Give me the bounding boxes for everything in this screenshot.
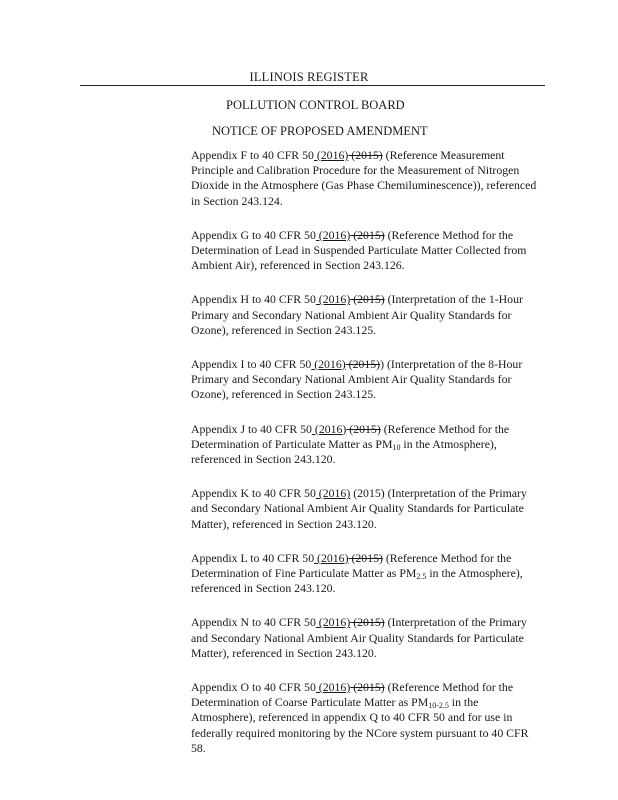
appendix-list xyxy=(191,148,541,775)
inserted-year: (2016) xyxy=(315,292,351,307)
appendix-entry-h: Appendix H to 40 CFR 50 (2016) (2015) (Interpretation of the 1-Hour Primary and Secondary National Ambient Air Quality Standards for Ozone), referenced in Section 243.125. xyxy=(191,292,523,337)
register-title: ILLINOIS REGISTER xyxy=(249,70,369,84)
inserted-year: (2016) xyxy=(311,357,346,372)
inserted-year: (2016) xyxy=(315,227,351,242)
inserted-year: (2016) xyxy=(315,680,351,695)
deleted-year: (2015) xyxy=(350,227,385,242)
inserted-year: (2016) xyxy=(314,550,349,565)
appendix-entry-n: Appendix N to 40 CFR 50 (2016) (2015) (Interpretation of the Primary and Secondary National Ambient Air Quality Standards for Particulate Matter), referenced in Section 243.120. xyxy=(191,615,527,660)
appendix-entry-g: Appendix G to 40 CFR 50 (2016) (2015) (Reference Method for the Determination of Lead in Suspended Particulate Matter Collected from Ambient Air), referenced in Section 243.126. xyxy=(191,227,527,273)
board-name: POLLUTION CONTROL BOARD xyxy=(226,98,405,112)
inserted-year: (2016) xyxy=(313,148,349,162)
deleted-year: (2015) xyxy=(346,421,381,436)
inserted-year: (2016) xyxy=(315,486,351,501)
appendix-entry-f: Appendix F to 40 CFR 50 (2016) (2015) (Reference Measurement Principle and Calibration Procedure for the Measurement of Nitrogen Dioxide in the Atmosphere (Gas Phase Chemiluminescence)), referenced in Section 243.124. xyxy=(191,148,537,208)
deleted-year: (2015) xyxy=(345,357,381,372)
appendix-entry-i: Appendix I to 40 CFR 50 (2016) (2015)) (Interpretation of the 8-Hour Primary and Secondary National Ambient Air Quality Standards for Ozone), referenced in Section 243.125. xyxy=(191,357,523,402)
inserted-year: (2016) xyxy=(315,615,351,630)
appendix-entry-l: Appendix L to 40 CFR 50 (2016) (2015) (Reference Method for the Determination of Fine Particulate Matter as $PM_{2.5}$ in the Atmosphere), referenced in Section 243.120. xyxy=(191,550,523,596)
appendix-entry-o: Appendix O to 40 CFR 50 (2016) (2015) (Reference Method for the Determination of Coarse Particulate Matter as $PM_{10-2.5}$ in the Atmosphere), referenced in appendix Q to 40 CFR 50 and for use in federally required monitoring by the NCore system pursuant to 40 CFR 58. xyxy=(191,680,529,755)
deleted-year: (2015) xyxy=(348,550,383,565)
header-rule xyxy=(80,85,545,86)
appendix-entry-j: Appendix J to 40 CFR 50 (2016) (2015) (Reference Method for the Determination of Particulate Matter as $PM_{10}$ in the Atmosphere), referenced in Section 243.120. xyxy=(191,421,510,467)
inserted-year: (2016) xyxy=(311,421,347,436)
appendix-entry-k: Appendix K to 40 CFR 50 (2016) (2015) (Interpretation of the Primary and Secondary National Ambient Air Quality Standards for Particulate Matter), referenced in Section 243.120. xyxy=(191,486,527,531)
deleted-year: (2015) xyxy=(350,615,385,630)
deleted-year: (2015) xyxy=(348,148,383,162)
deleted-year: (2015) xyxy=(350,292,385,307)
deleted-year: (2015) xyxy=(350,680,385,695)
notice-title: NOTICE OF PROPOSED AMENDMENT xyxy=(212,124,428,138)
